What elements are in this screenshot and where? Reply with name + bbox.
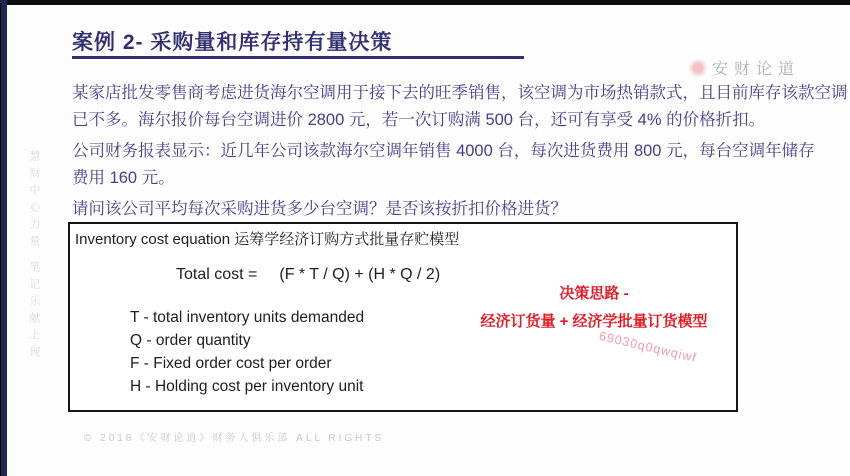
page-title: 案例 2- 采购量和库存持有量决策 xyxy=(72,31,393,54)
decision-note-body: 经济订货量 + 经济学批量订货模型 xyxy=(480,313,708,330)
definition-T: T - total inventory units demanded xyxy=(130,309,365,326)
user-code-watermark: 69030q0qwqiwf xyxy=(597,328,699,366)
model-box-header: Inventory cost equation 运筹学经济订购方式批量存贮模型 xyxy=(75,231,460,248)
brand-watermark-text: 安财论道 xyxy=(712,61,801,78)
brand-logo-icon xyxy=(688,58,708,78)
definition-Q: Q - order quantity xyxy=(130,332,251,349)
top-border-bar xyxy=(0,0,850,5)
copyright-footer: © 2018《安财论道》财务人俱乐部 ALL RIGHTS xyxy=(84,433,385,444)
definition-H: H - Holding cost per inventory unit xyxy=(130,378,364,395)
formula-lhs: Total cost = xyxy=(176,266,258,283)
formula-rhs: (F * T / Q) + (H * Q / 2) xyxy=(279,266,441,283)
definition-F: F - Fixed order cost per order xyxy=(130,355,332,372)
brand-watermark xyxy=(688,56,800,79)
case-question-line: 请问该公司平均每次采购进货多少台空调？是否该按折扣价格进货？ xyxy=(72,200,567,218)
title-underline xyxy=(72,56,524,59)
total-cost-formula xyxy=(176,266,440,284)
vertical-watermark: 慧财中心力量 笔记乐献上现 xyxy=(28,150,40,364)
case-description xyxy=(72,80,848,223)
case-text-line: 某家店批发零售商考虑进货海尔空调用于接下去的旺季销售，该空调为市场热销款式，且目前库存该款空调 xyxy=(72,84,848,102)
decision-note xyxy=(468,280,720,336)
variable-definitions xyxy=(130,306,364,398)
left-border-bar xyxy=(0,0,7,476)
decision-note-title: 决策思路 - xyxy=(559,285,629,302)
case-text-line: 费用 160 元。 xyxy=(72,169,175,187)
inventory-model-box xyxy=(68,222,738,412)
case-text-line: 公司财务报表显示：近几年公司该款海尔空调年销售 4000 台，每次进货费用 800 元，每台空调年储存 xyxy=(72,142,815,160)
case-text-line: 已不多。海尔报价每台空调进价 2800 元，若一次订购满 500 台，还可有享受 4% 的价格折扣。 xyxy=(72,111,766,129)
